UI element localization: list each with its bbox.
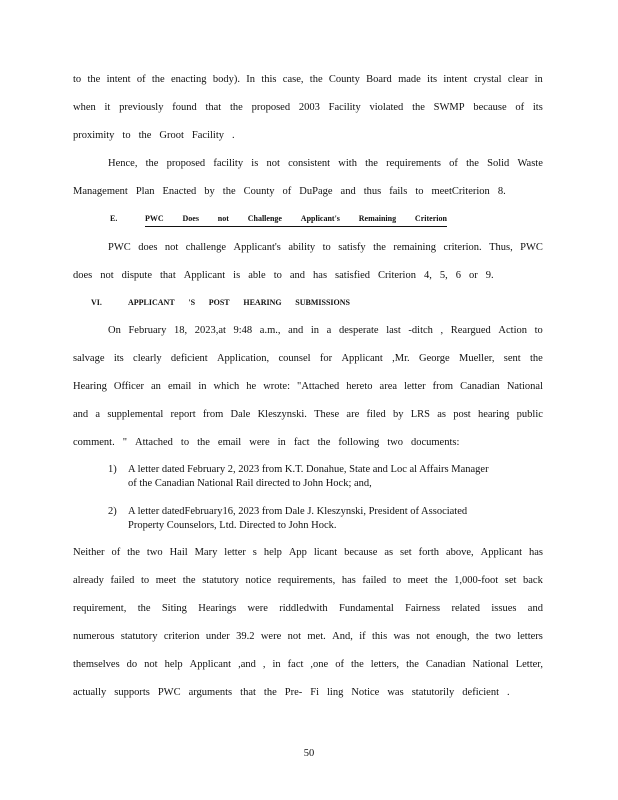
list-item-2-number: 2) — [108, 506, 117, 517]
list-item-1-line-2: of the Canadian National Rail directed to John Hock; and, — [128, 478, 372, 489]
paragraph-1-line-3: proximity to the Groot Facility . — [73, 130, 235, 141]
list-item-2-line-2: Property Counselors, Ltd. Directed to John Hock. — [128, 520, 337, 531]
list-item-2-line-1: A letter datedFebruary16, 2023 from Dale J. Kleszynski, President of Associated — [128, 506, 468, 517]
paragraph-3-line-2: does not dispute that Applicant is able to and has satisfied Criterion 4, 5, 6 or 9. — [73, 270, 494, 281]
paragraph-3-line-1: PWC does not challenge Applicant's ability to satisfy the remaining criterion. Thus, PWC — [108, 242, 543, 253]
paragraph-5-line-5: themselves do not help Applicant ,and , in fact ,one of the letters, the Canadian National Letter, — [73, 659, 543, 670]
paragraph-5-line-4: numerous statutory criterion under 39.2 were not met. And, if this was not enough, the two letters — [73, 631, 543, 642]
paragraph-4-line-3: Hearing Officer an email in which he wrote: "Attached hereto area letter from Canadian National — [73, 381, 543, 392]
paragraph-5-line-1: Neither of the two Hail Mary letter s help App licant because as set forth above, Applicant has — [73, 547, 543, 558]
list-item-1-line-1: A letter dated February 2, 2023 from K.T. Donahue, State and Loc al Affairs Manager — [128, 464, 489, 475]
paragraph-2-line-1: Hence, the proposed facility is not consistent with the requirements of the Solid Waste — [108, 158, 543, 169]
paragraph-5-line-6: actually supports PWC arguments that the Pre- Fi ling Notice was statutorily deficient . — [73, 687, 510, 698]
paragraph-5-line-3: requirement, the Siting Hearings were riddledwith Fundamental Fairness related issues and — [73, 603, 543, 614]
paragraph-4-line-5: comment. " Attached to the email were in fact the following two documents: — [73, 437, 460, 448]
paragraph-4-line-4: and a supplemental report from Dale Kleszynski. These are filed by LRS as post hearing public — [73, 409, 543, 420]
paragraph-4-line-1: On February 18, 2023,at 9:48 a.m., and in a desperate last -ditch , Reargued Action to — [108, 325, 543, 336]
section-e-title: PWC Does not Challenge Applicant's Remaining Criterion — [145, 213, 447, 227]
section-vi-marker: VI. — [91, 298, 102, 307]
paragraph-1-line-2: when it previously found that the proposed 2003 Facility violated the SWMP because of its — [73, 102, 543, 113]
page-number: 50 — [303, 748, 315, 759]
paragraph-5-line-2: already failed to meet the statutory notice requirements, has failed to meet the 1,000-foot set back — [73, 575, 543, 586]
paragraph-2-line-2: Management Plan Enacted by the County of DuPage and thus fails to meetCriterion 8. — [73, 186, 506, 197]
paragraph-4-line-2: salvage its clearly deficient Application, counsel for Applicant ,Mr. George Mueller, sent the — [73, 353, 543, 364]
list-item-1-number: 1) — [108, 464, 117, 475]
paragraph-1-line-1: to the intent of the enacting body). In this case, the County Board made its intent crystal clear in — [73, 74, 543, 85]
section-vi-title: APPLICANT 'S POST HEARING SUBMISSIONS — [128, 298, 350, 307]
section-e-marker: E. — [110, 214, 118, 223]
